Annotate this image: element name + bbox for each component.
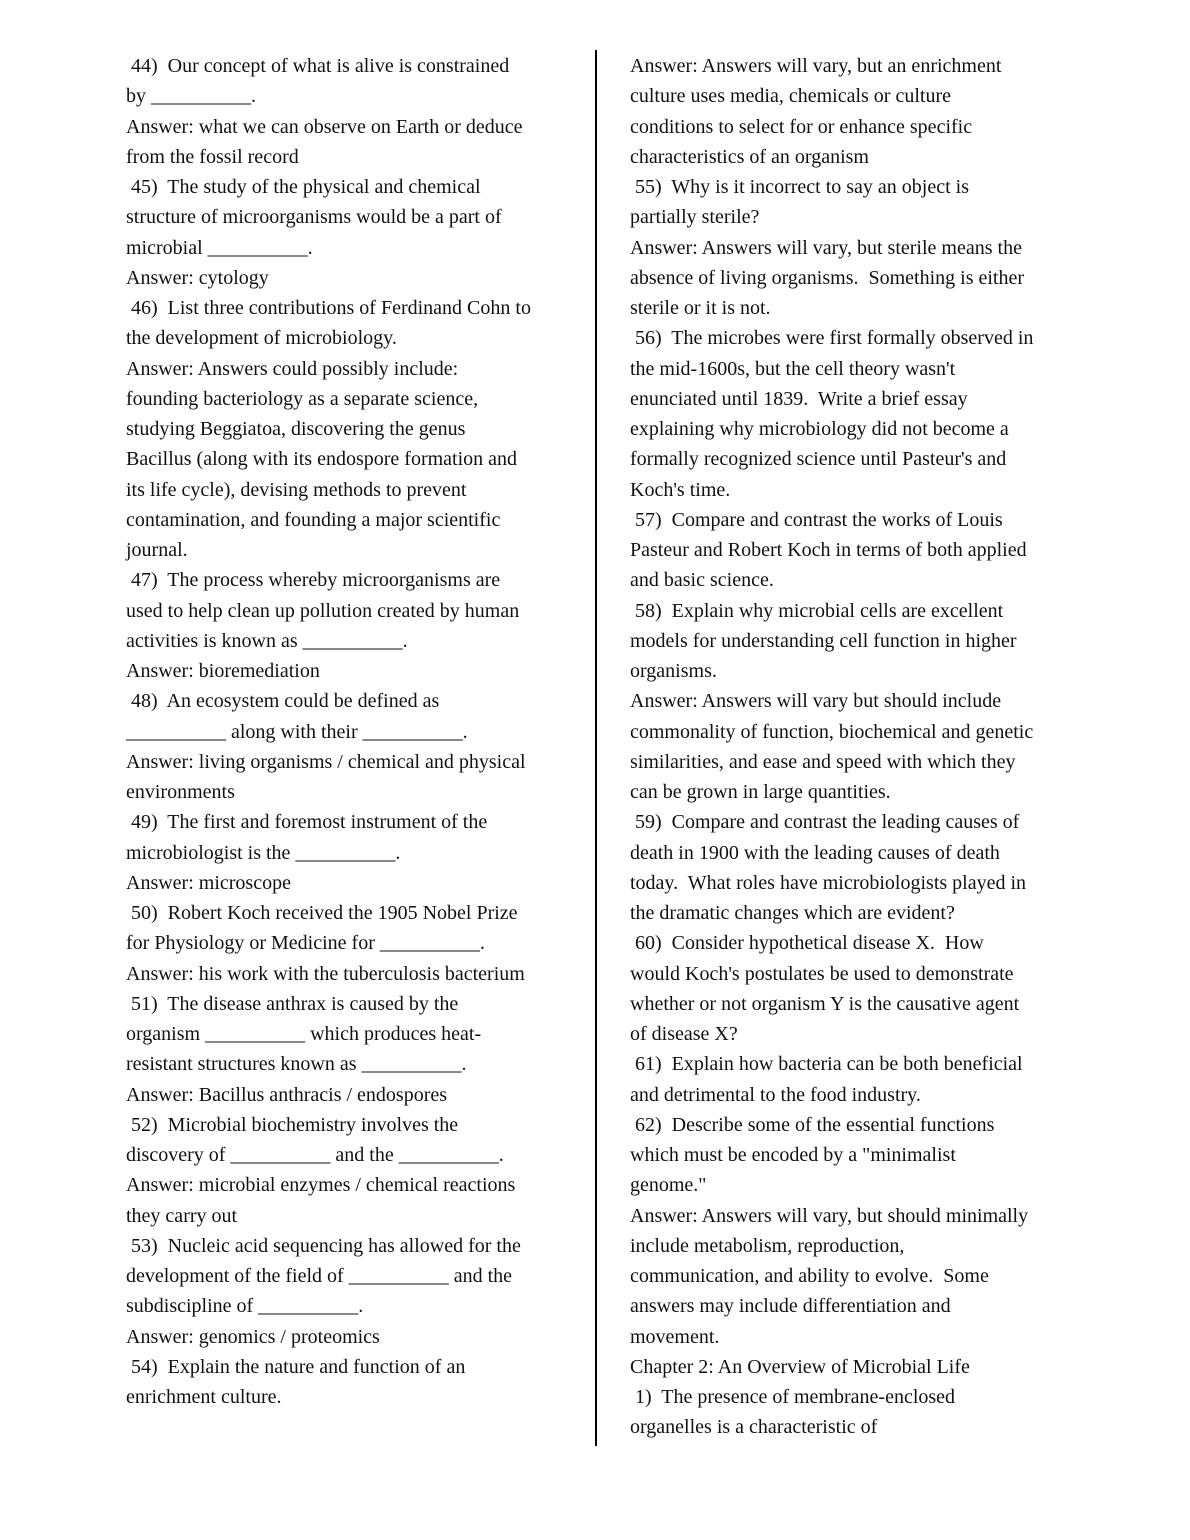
text-line: genome." bbox=[630, 1174, 707, 1197]
text-line: 45) The study of the physical and chemical bbox=[126, 176, 481, 198]
text-line: which must be encoded by a "minimalist bbox=[630, 1144, 956, 1166]
text-line: 47) The process whereby microorganisms are bbox=[126, 569, 501, 592]
text-line: include metabolism, reproduction, bbox=[630, 1234, 905, 1257]
text-line: whether or not organism Y is the causative agent bbox=[630, 992, 1020, 1015]
text-line: they carry out bbox=[126, 1204, 238, 1227]
left-column bbox=[126, 51, 566, 1412]
text-line: communication, and ability to evolve. Some bbox=[630, 1265, 989, 1287]
text-line: Answer: microscope bbox=[126, 871, 291, 894]
text-line: can be grown in large quantities. bbox=[630, 781, 891, 803]
text-line: 49) The first and foremost instrument of the bbox=[126, 811, 488, 834]
text-line: Bacillus (along with its endospore formation and bbox=[126, 448, 518, 471]
text-line: similarities, and ease and speed with which they bbox=[630, 750, 1016, 773]
text-line: sterile or it is not. bbox=[630, 297, 771, 319]
text-line: 61) Explain how bacteria can be both beneficial bbox=[630, 1053, 1023, 1076]
text-line: Answer: bioremediation bbox=[126, 660, 320, 682]
right-column bbox=[630, 51, 1070, 1443]
text-line: absence of living organisms. Something is either bbox=[630, 266, 1025, 289]
text-line: activities is known as __________. bbox=[126, 629, 408, 652]
text-line: Answer: cytology bbox=[126, 266, 269, 289]
text-line: 44) Our concept of what is alive is constrained bbox=[126, 55, 510, 77]
text-line: enrichment culture. bbox=[126, 1386, 282, 1408]
text-line: models for understanding cell function in higher bbox=[630, 629, 1017, 652]
text-line: Answer: genomics / proteomics bbox=[126, 1325, 380, 1348]
text-line: Answer: Bacillus anthracis / endospores bbox=[126, 1083, 448, 1106]
text-line: journal. bbox=[126, 539, 188, 561]
text-line: founding bacteriology as a separate science, bbox=[126, 387, 479, 410]
text-line: formally recognized science until Pasteur's and bbox=[630, 448, 1007, 471]
text-line: organisms. bbox=[630, 660, 717, 682]
text-line: 55) Why is it incorrect to say an object is bbox=[630, 176, 969, 198]
text-line: 54) Explain the nature and function of an bbox=[126, 1355, 466, 1378]
text-line: 1) The presence of membrane-enclosed bbox=[630, 1386, 956, 1408]
text-line: and basic science. bbox=[630, 569, 774, 592]
text-line: 46) List three contributions of Ferdinand Cohn to bbox=[126, 297, 531, 319]
text-line: Answer: microbial enzymes / chemical reactions bbox=[126, 1174, 516, 1197]
text-line: microbiologist is the __________. bbox=[126, 841, 401, 864]
text-line: structure of microorganisms would be a part of bbox=[126, 206, 502, 229]
text-line: subdiscipline of __________. bbox=[126, 1295, 364, 1318]
text-line: organism __________ which produces heat- bbox=[126, 1023, 482, 1045]
text-line: 51) The disease anthrax is caused by the bbox=[126, 992, 459, 1015]
text-line: studying Beggiatoa, discovering the genus bbox=[126, 418, 466, 440]
text-line: 48) An ecosystem could be defined as bbox=[126, 690, 440, 713]
text-line: Answer: his work with the tuberculosis bacterium bbox=[126, 962, 525, 985]
text-line: 52) Microbial biochemistry involves the bbox=[126, 1113, 459, 1136]
text-line: today. What roles have microbiologists played in bbox=[630, 871, 1027, 894]
text-line: contamination, and founding a major scientific bbox=[126, 508, 501, 531]
text-line: characteristics of an organism bbox=[630, 145, 869, 168]
text-line: Answer: Answers could possibly include: bbox=[126, 357, 459, 380]
text-line: from the fossil record bbox=[126, 145, 299, 168]
text-line: the dramatic changes which are evident? bbox=[630, 902, 955, 924]
text-line: Koch's time. bbox=[630, 478, 731, 501]
text-line: partially sterile? bbox=[630, 206, 760, 229]
text-line: resistant structures known as __________. bbox=[126, 1053, 467, 1076]
text-line: Answer: Answers will vary, but an enrichment bbox=[630, 55, 1002, 77]
text-line: Answer: Answers will vary but should include bbox=[630, 690, 1002, 713]
text-line: 56) The microbes were first formally observed in bbox=[630, 327, 1034, 350]
text-line: environments bbox=[126, 781, 235, 803]
text-line: enunciated until 1839. Write a brief essay bbox=[630, 387, 968, 410]
text-line: by __________. bbox=[126, 85, 256, 108]
text-line: 62) Describe some of the essential functions bbox=[630, 1113, 995, 1136]
column-divider bbox=[595, 50, 597, 1446]
text-line: 60) Consider hypothetical disease X. How bbox=[630, 932, 984, 955]
text-line: death in 1900 with the leading causes of death bbox=[630, 841, 1000, 864]
text-line: 58) Explain why microbial cells are excellent bbox=[630, 599, 1004, 622]
text-line: 57) Compare and contrast the works of Louis bbox=[630, 508, 1003, 531]
text-line: 59) Compare and contrast the leading causes of bbox=[630, 811, 1020, 834]
text-line: Answer: what we can observe on Earth or deduce bbox=[126, 115, 523, 138]
text-line: the mid-1600s, but the cell theory wasn't bbox=[630, 357, 956, 380]
text-line: Answer: Answers will vary, but should minimally bbox=[630, 1204, 1029, 1227]
text-line: development of the field of __________ and the bbox=[126, 1265, 513, 1287]
text-line: the development of microbiology. bbox=[126, 327, 397, 350]
text-line: organelles is a characteristic of bbox=[630, 1416, 878, 1439]
text-line: and detrimental to the food industry. bbox=[630, 1083, 921, 1106]
text-line: movement. bbox=[630, 1325, 720, 1348]
text-line: commonality of function, biochemical and genetic bbox=[630, 720, 1034, 743]
text-line: used to help clean up pollution created by human bbox=[126, 599, 520, 622]
text-line: explaining why microbiology did not become a bbox=[630, 418, 1009, 440]
text-line: Pasteur and Robert Koch in terms of both applied bbox=[630, 539, 1027, 561]
text-line: for Physiology or Medicine for __________. bbox=[126, 932, 485, 955]
text-line: __________ along with their __________. bbox=[126, 720, 468, 743]
text-line: Answer: living organisms / chemical and physical bbox=[126, 750, 526, 773]
text-line: Chapter 2: An Overview of Microbial Life bbox=[630, 1355, 970, 1378]
text-line: microbial __________. bbox=[126, 236, 313, 259]
text-line: culture uses media, chemicals or culture bbox=[630, 85, 951, 108]
text-line: of disease X? bbox=[630, 1023, 738, 1045]
text-line: 50) Robert Koch received the 1905 Nobel Prize bbox=[126, 902, 518, 924]
text-line: answers may include differentiation and bbox=[630, 1295, 951, 1318]
text-line: its life cycle), devising methods to prevent bbox=[126, 478, 467, 501]
text-line: conditions to select for or enhance specific bbox=[630, 115, 973, 138]
text-line: Answer: Answers will vary, but sterile means the bbox=[630, 236, 1022, 259]
text-line: 53) Nucleic acid sequencing has allowed for the bbox=[126, 1234, 521, 1257]
text-line: discovery of __________ and the __________. bbox=[126, 1144, 504, 1166]
text-line: would Koch's postulates be used to demonstrate bbox=[630, 962, 1014, 985]
